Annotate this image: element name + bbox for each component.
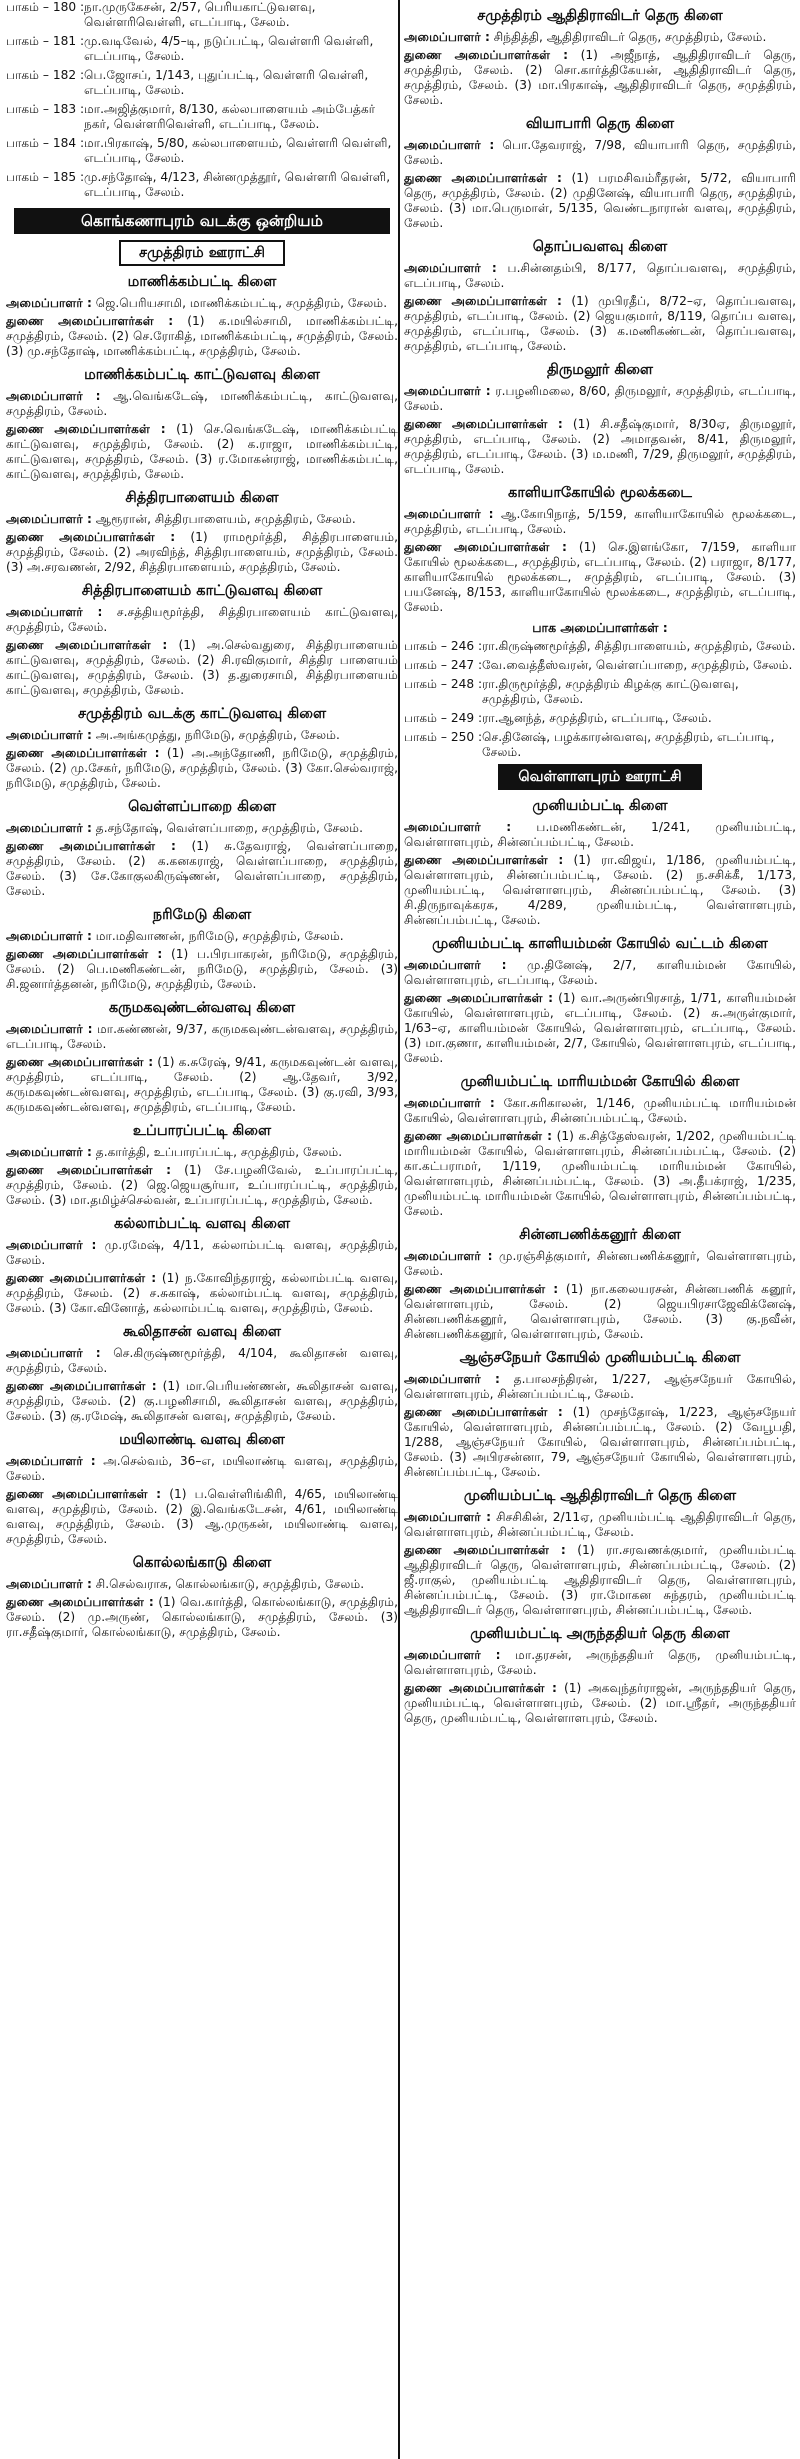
deputy-label: துணை அமைப்பாளர்கள் : <box>6 839 176 853</box>
branch-title: கூலிதாசன் வளவு கிளை <box>122 1324 282 1340</box>
deputy-names: (1) ப.பிரபாகரன், நரிமேடு, சமுத்திரம், சேலம். (2) பெ.மணிகண்டன், நரிமேடு, சமுத்திரம், சேலம். (3) சி.ஜனார்த்தனன், நரிமேடு, சமுத்திரம், சேலம். <box>6 947 398 991</box>
organiser-name: மா.கண்ணன், 9/37, கருமகவுண்டன்வளவு, சமுத்திரம், எடப்பாடி, சேலம். <box>6 1022 398 1051</box>
branch-block <box>404 1625 796 1726</box>
booth-entry <box>6 34 398 64</box>
organiser-label: அமைப்பாளர் : <box>6 929 92 943</box>
organiser-entry <box>6 296 398 311</box>
deputy-names: (1) வா.அருண்பிரசாத், 1/71, காளியம்மன் கோயில், வெள்ளாளபுரம், எடப்பாடி, சேலம். (2) சு.அருள்குமார், 1/63–ஏ, காளியம்மன் கோயில், வெள்ளாளபுரம், எடப்பாடி, சேலம். (3) மா.குணா, காளியம்மன், 2/7, கோயில், வெள்ளாளபுரம், எடப்பாடி, சேலம். <box>404 991 796 1065</box>
deputy-names: (1) ராமமூர்த்தி, சித்திரபாளையம், சமுத்திரம், சேலம். (2) அரவிந்த், சித்திரபாளையம், சமுத்திரம், சேலம். (3) அ.சரவணன், 2/92, சித்திரபாளையம், சமுத்திரம், சேலம். <box>6 530 398 574</box>
branch-title: தொப்பவளவு கிளை <box>532 239 668 255</box>
branch-title: வியாபாரி தெரு கிளை <box>525 116 675 132</box>
deputy-names: (1) செ.இளங்கோ, 7/159, காளியா கோயில் மூலக்கடை, சமுத்திரம், எடப்பாடி, சேலம். (2) பராஜா, 8/177, காளியாகோயில் மூலக்கடை, சமுத்திரம், எடப்பாடி, சேலம். (3) பயனேஷ், 8/153, காளியாகோயில் மூலக்கடை, சமுத்திரம், எடப்பாடி, சேலம். <box>404 540 796 614</box>
organiser-name: த.சந்தோஷ், வெள்ளப்பாறை, சமுத்திரம், சேலம். <box>95 821 363 835</box>
deputy-label: துணை அமைப்பாளர்கள் : <box>404 294 562 308</box>
branch-title: வெள்ளப்பாறை கிளை <box>128 799 276 815</box>
organiser-name: சி.செல்வராசு, கொல்லங்காடு, சமுத்திரம், சேலம். <box>95 1577 365 1591</box>
organiser-label: அமைப்பாளர் : <box>6 605 103 619</box>
deputy-names: (1) அ.செல்வதுரை, சித்திரபாளையம் காட்டுவளவு, சமுத்திரம், சேலம். (2) சி.ரவிகுமார், சித்திர பாளையம் காட்டுவளவு, சமுத்திரம், சேலம். (3) த.துரைசாமி, சித்திரபாளையம் காட்டுவளவு, சமுத்திரம், சேலம். <box>6 638 398 697</box>
booth-entry <box>404 677 796 707</box>
branch-block <box>404 238 796 354</box>
organiser-label: அமைப்பாளர் : <box>6 512 92 526</box>
organiser-label: அமைப்பாளர் : <box>404 1096 495 1110</box>
panchayat-tag <box>6 240 398 266</box>
branch-block <box>6 489 398 575</box>
deputy-names: (1) அ.அந்தோணி, நரிமேடு, சமுத்திரம், சேலம். (2) மு.சேகர், நரிமேடு, சமுத்திரம், சேலம். (3) கோ.செல்வராஜ், நரிமேடு, சமுத்திரம், சேலம். <box>6 746 398 790</box>
deputy-label: துணை அமைப்பாளர்கள் : <box>404 171 562 185</box>
panchayat2-tag <box>404 764 796 790</box>
booth-organiser: நா.முருகேசன், 2/57, பெரியகாட்டுவளவு, வெள்ளரிவெள்ளி, எடப்பாடி, சேலம். <box>84 0 316 29</box>
organiser-name: ப.மணிகண்டன், 1/241, முனியம்பட்டி, வெள்ளாளபுரம், சின்னப்பம்பட்டி, சேலம். <box>404 820 796 849</box>
right-branch-list-a <box>404 7 796 615</box>
branch-title: முனியம்பட்டி ஆதிதிராவிடர் தெரு கிளை <box>463 1488 737 1504</box>
deputy-label: துணை அமைப்பாளர்கள் : <box>6 947 163 961</box>
deputy-label: துணை அமைப்பாளர்கள் : <box>6 1379 157 1393</box>
booth-number: பாகம் – 185 : <box>6 170 85 184</box>
deputy-names: (1) அகவுந்தர்ராஜன், அருந்ததியர் தெரு, முனியம்பட்டி, வெள்ளாளபுரம், சேலம். (2) மா.ஸ்ரீதர், அருந்ததியர் தெரு, முனியம்பட்டி, வெள்ளாளபுரம், சேலம். <box>404 1681 796 1725</box>
booth-entry <box>6 68 398 98</box>
deputy-entry <box>6 746 398 791</box>
branch-title: சித்திரபாளையம் காட்டுவளவு கிளை <box>81 583 323 599</box>
organiser-label: அமைப்பாளர் : <box>404 1648 501 1662</box>
deputy-entry <box>6 947 398 992</box>
branch-title: கொல்லங்காடு கிளை <box>132 1555 272 1571</box>
deputy-names: (1) மா.பெரியண்ணன், கூலிதாசன் வளவு, சமுத்திரம், சேலம். (2) கு.பழனிசாமி, கூலிதாசன் வளவு, சமுத்திரம், சேலம். (3) கு.ரமேஷ், கூலிதாசன் வளவு, சமுத்திரம், சேலம். <box>6 1379 398 1423</box>
branch-block <box>6 582 398 698</box>
branch-block <box>404 115 796 231</box>
organiser-entry <box>404 1510 796 1540</box>
right-branch-list-b <box>404 797 796 1726</box>
deputy-label: துணை அமைப்பாளர்கள் : <box>404 48 568 62</box>
branch-block <box>6 1554 398 1640</box>
deputy-label: துணை அமைப்பாளர்கள் : <box>6 746 160 760</box>
booth-entry <box>404 711 796 726</box>
deputy-names: (1) முசந்தோஷ், 1/223, ஆஞ்சநேயர் கோயில், வெள்ளாளபுரம், சின்னப்பம்பட்டி, சேலம். (2) வேபூபதி, 1/288, ஆஞ்சநேயர் கோயில், வெள்ளாளபுரம், சின்னப்பம்பட்டி, சேலம். (3) அபிரசன்னா, 79, ஆஞ்சநேயர் கோயில், வெள்ளாளபுரம், சின்னப்பம்பட்டி, சேலம். <box>404 1405 796 1479</box>
organiser-name: ச.சத்தியமூர்த்தி, சித்திரபாளையம் காட்டுவளவு, சமுத்திரம், சேலம். <box>6 605 398 634</box>
deputy-label: துணை அமைப்பாளர்கள் : <box>6 1271 157 1285</box>
deputy-entry <box>404 540 796 615</box>
deputy-label: துணை அமைப்பாளர்கள் : <box>6 1595 154 1609</box>
deputy-entry <box>404 853 796 928</box>
deputy-entry <box>404 294 796 354</box>
branch-title: முனியம்பட்டி கிளை <box>532 798 668 814</box>
organiser-label: அமைப்பாளர் : <box>404 958 507 972</box>
organiser-entry <box>404 138 796 168</box>
deputy-entry <box>6 638 398 698</box>
organiser-name: அ.அங்கமுத்து, நரிமேடு, சமுத்திரம், சேலம். <box>95 728 340 742</box>
organiser-label: அமைப்பாளர் : <box>404 1510 492 1524</box>
deputy-entry <box>6 1271 398 1316</box>
organiser-label: அமைப்பாளர் : <box>404 30 490 44</box>
branch-title: முனியம்பட்டி காளியம்மன் கோயில் வட்டம் கிளை <box>432 936 768 952</box>
deputy-label: துணை அமைப்பாளர்கள் : <box>6 638 168 652</box>
organiser-label: அமைப்பாளர் : <box>404 1372 500 1386</box>
branch-title: சின்னபணிக்கனூர் கிளை <box>519 1227 681 1243</box>
booth-organiser: மா.அஜித்குமார், 8/130, கல்லபாளையம் அம்பேத்கர் நகர், வெள்ளரிவெள்ளி, எடப்பாடி, சேலம். <box>84 102 376 131</box>
organiser-name: மு.ரமேஷ், 4/11, கல்லாம்பட்டி வளவு, சமுத்திரம், சேலம். <box>6 1238 398 1267</box>
deputy-label: துணை அமைப்பாளர்கள் : <box>6 1487 162 1501</box>
panchayat-label: சமுத்திரம் ஊராட்சி <box>119 240 285 266</box>
branch-title: ஆஞ்சநேயர் கோயில் முனியம்பட்டி கிளை <box>459 1350 741 1366</box>
organiser-name: ஆரூரான், சித்திரபாளையம், சமுத்திரம், சேலம். <box>95 512 356 526</box>
deputy-names: (1) ரா.சரவணக்குமார், முனியம்பட்டி ஆதிதிராவிடர் தெரு, வெள்ளாளபுரம், சின்னப்பம்பட்டி, சேலம். (2) ஜீ.ராகுல், முனியம்பட்டி ஆதிதிராவிடர் தெரு, வெள்ளாளபுரம், சின்னப்பம்பட்டி, சேலம். (3) ரா.மோகன சுந்தரம், முனியம்பட்டி ஆதிதிராவிடர் தெரு, வெள்ளாளபுரம், சின்னப்பம்பட்டி, சேலம். <box>404 1543 796 1617</box>
organiser-name: ர.பழனிமலை, 8/60, திருமலூர், சமுத்திரம், எடப்பாடி, சேலம். <box>404 384 796 413</box>
deputy-entry <box>6 1487 398 1547</box>
organiser-name: சிந்தித்தி, ஆதிதிராவிடர் தெரு, சமுத்திரம், சேலம். <box>493 30 767 44</box>
deputy-entry <box>6 1595 398 1640</box>
deputy-entry <box>404 1543 796 1618</box>
booth-entry <box>6 0 398 30</box>
branch-block <box>6 798 398 899</box>
left-column <box>6 0 398 1643</box>
organiser-name: ப.சின்னதம்பி, 8/177, தொப்பவளவு, சமுத்திரம், எடப்பாடி, சேலம். <box>404 261 796 290</box>
organiser-name: மு.ரஞ்சித்குமார், சின்னபணிக்கனூர், வெள்ளாளபுரம், சேலம். <box>404 1249 796 1278</box>
organiser-label: அமைப்பாளர் : <box>6 1454 96 1468</box>
organiser-label: அமைப்பாளர் : <box>6 389 101 403</box>
booth-organiser: மா.பிரகாஷ், 5/80, கல்லபாளையம், வெள்ளரி வெள்ளி, எடப்பாடி, சேலம். <box>84 136 392 165</box>
organiser-label: அமைப்பாளர் : <box>404 261 497 275</box>
organiser-entry <box>404 30 796 45</box>
organiser-label: அமைப்பாளர் : <box>404 1249 493 1263</box>
deputy-label: துணை அமைப்பாளர்கள் : <box>6 422 166 436</box>
branch-block <box>6 705 398 791</box>
deputy-entry <box>404 1282 796 1342</box>
booth-number: பாகம் – 181 : <box>6 34 85 48</box>
branch-title: மாணிக்கம்பட்டி கிளை <box>127 274 277 290</box>
organiser-entry <box>404 1096 796 1126</box>
organiser-name: செ.கிருஷ்ணமூர்த்தி, 4/104, கூலிதாசன் வளவு, சமுத்திரம், சேலம். <box>6 1346 398 1375</box>
booth-organiser: மு.சந்தோஷ், 4/123, சின்னமுத்தூர், வெள்ளரி வெள்ளி, எடப்பாடி, சேலம். <box>84 170 391 199</box>
organiser-entry <box>6 512 398 527</box>
deputy-label: துணை அமைப்பாளர்கள் : <box>404 853 564 867</box>
branch-block <box>404 7 796 108</box>
deputy-entry <box>404 1405 796 1480</box>
organiser-name: த.பாலசந்திரன், 1/227, ஆஞ்சநேயர் கோயில், வெள்ளாளபுரம், சின்னப்பம்பட்டி, சேலம். <box>404 1372 796 1401</box>
organiser-label: அமைப்பாளர் : <box>6 1346 101 1360</box>
deputy-entry <box>404 1129 796 1219</box>
organiser-entry <box>404 958 796 988</box>
organiser-entry <box>6 389 398 419</box>
organiser-name: ஆ.கோபிநாத், 5/159, காளியாகோயில் மூலக்கடை, சமுத்திரம், எடப்பாடி, சேலம். <box>404 507 796 536</box>
branch-block <box>404 935 796 1066</box>
organiser-label: அமைப்பாளர் : <box>404 138 495 152</box>
deputy-names: (1) சி.சதீஷ்குமார், 8/30ஏ, திருமலூர், சமுத்திரம், எடப்பாடி, சேலம். (2) அமாதவன், 8/41, திருமலூர், சமுத்திரம், எடப்பாடி, சேலம். (3) ம.மணி, 7/29, திருமலூர், சமுத்திரம், எடப்பாடி, சேலம். <box>404 417 796 476</box>
organiser-entry <box>404 820 796 850</box>
booth-number: பாகம் – 250 : <box>404 730 483 744</box>
organiser-label: அமைப்பாளர் : <box>6 821 92 835</box>
organiser-label: அமைப்பாளர் : <box>6 1022 93 1036</box>
deputy-entry <box>6 422 398 482</box>
branch-block <box>404 484 796 615</box>
deputy-entry <box>404 48 796 108</box>
organiser-label: அமைப்பாளர் : <box>404 820 512 834</box>
organiser-name: சிசசிகின், 2/11ஏ, முனியம்பட்டி ஆதிதிராவிடர் தெரு, வெள்ளாளபுரம், சின்னப்பம்பட்டி, சேலம். <box>404 1510 796 1539</box>
booth-list-right <box>404 639 796 760</box>
organiser-entry <box>6 728 398 743</box>
branch-block <box>6 999 398 1115</box>
branch-block <box>6 366 398 482</box>
deputy-entry <box>404 991 796 1066</box>
organiser-label: அமைப்பாளர் : <box>404 384 491 398</box>
branch-title: நரிமேடு கிளை <box>152 907 252 923</box>
deputy-names: (1) ப.வெள்ளிங்கிரி, 4/65, மயிலாண்டி வளவு, சமுத்திரம், சேலம். (2) இ.வெங்கடேசன், 4/61, மயிலாண்டி வளவு, சமுத்திரம், சேலம். (3) ஆ.முருகன், மயிலாண்டி வளவு, சமுத்திரம், சேலம். <box>6 1487 398 1546</box>
branch-title: திருமலூர் கிளை <box>546 362 654 378</box>
deputy-names: (1) பரமசிவம்ரீதரன், 5/72, வியாபாரி தெரு, சமுத்திரம், சேலம். (2) முதினேஷ், வியாபாரி தெரு, சமுத்திரம், சேலம். (3) மா.பெருமாள், 5/135, வெண்டநாரான் வளவு, சமுத்திரம், சேலம். <box>404 171 796 230</box>
booth-entry <box>404 639 796 654</box>
organiser-label: அமைப்பாளர் : <box>404 507 494 521</box>
branch-block <box>404 797 796 928</box>
branch-block <box>6 906 398 992</box>
organiser-entry <box>6 821 398 836</box>
booth-organiser: ரா.கிருஷ்ணமூர்த்தி, சித்திரபாளையம், சமுத்திரம், சேலம். <box>482 639 796 653</box>
organiser-entry <box>6 1346 398 1376</box>
branch-block <box>404 1487 796 1618</box>
branch-block <box>404 1073 796 1219</box>
booth-entry <box>404 730 796 760</box>
left-branch-list <box>6 273 398 1640</box>
organiser-label: அமைப்பாளர் : <box>6 296 92 310</box>
deputy-label: துணை அமைப்பாளர்கள் : <box>6 530 176 544</box>
booth-number: பாகம் – 247 : <box>404 658 483 672</box>
booth-organiser: மு.வடிவேல், 4/5–டி, நடுப்பட்டி, வெள்ளரி வெள்ளி, எடப்பாடி, சேலம். <box>84 34 374 63</box>
booth-organiser: பெ.ஜோசப், 1/143, புதுப்பட்டி, வெள்ளரி வெள்ளி, எடப்பாடி, சேலம். <box>84 68 369 97</box>
deputy-names: (1) அஜீநாத், ஆதிதிராவிடர் தெரு, சமுத்திரம், சேலம். (2) சொ.கார்த்திகேயன், ஆதிதிராவிடர் தெரு, சமுத்திரம், சேலம். (3) மா.பிரகாஷ், ஆதிதிராவிடர் தெரு, சமுத்திரம், சேலம். <box>404 48 796 107</box>
deputy-entry <box>6 1379 398 1424</box>
booth-number: பாகம் – 246 : <box>404 639 483 653</box>
booth-heading: பாக அமைப்பாளர்கள் : <box>532 620 668 635</box>
branch-title: மயிலாண்டி வளவு கிளை <box>119 1432 285 1448</box>
deputy-entry <box>404 171 796 231</box>
branch-block <box>6 1323 398 1424</box>
booth-entry <box>6 136 398 166</box>
booth-number: பாகம் – 248 : <box>404 677 483 691</box>
deputy-label: துணை அமைப்பாளர்கள் : <box>404 1282 559 1296</box>
organiser-label: அமைப்பாளர் : <box>6 1145 92 1159</box>
booth-organiser: ரா.ஆனந்த், சமுத்திரம், எடப்பாடி, சேலம். <box>482 711 712 725</box>
branch-title: மாணிக்கம்பட்டி காட்டுவளவு கிளை <box>84 367 320 383</box>
right-column <box>404 0 796 1729</box>
deputy-label: துணை அமைப்பாளர்கள் : <box>404 1681 557 1695</box>
branch-title: கருமகவுண்டன்வளவு கிளை <box>108 1000 296 1016</box>
organiser-entry <box>6 1145 398 1160</box>
deputy-label: துணை அமைப்பாளர்கள் : <box>404 1405 563 1419</box>
branch-title: சமுத்திரம் ஆதிதிராவிடர் தெரு கிளை <box>477 8 723 24</box>
booth-list-top <box>6 0 398 200</box>
organiser-entry <box>404 1249 796 1279</box>
organiser-name: மா.தரசன், அருந்ததியர் தெரு, முனியம்பட்டி, வெள்ளாளபுரம், சேலம். <box>404 1648 796 1677</box>
booth-number: பாகம் – 183 : <box>6 102 85 116</box>
branch-block <box>404 361 796 477</box>
branch-block <box>404 1226 796 1342</box>
organiser-entry <box>404 1648 796 1678</box>
booth-organiser: செ.தினேஷ், பழக்காரன்வளவு, சமுத்திரம், எடப்பாடி, சேலம். <box>482 730 775 759</box>
deputy-names: (1) சு.தேவராஜ், வெள்ளப்பாறை, சமுத்திரம், சேலம். (2) க.கனகராஜ், வெள்ளப்பாறை, சமுத்திரம், சேலம். (3) சே.கோகுலகிருஷ்ணன், வெள்ளப்பாறை, சமுத்திரம், சேலம். <box>6 839 398 898</box>
branch-title: கல்லாம்பட்டி வளவு கிளை <box>113 1216 291 1232</box>
deputy-label: துணை அமைப்பாளர்கள் : <box>404 540 567 554</box>
branch-title: காளியாகோயில் மூலக்கடை <box>508 485 692 501</box>
union-heading: கொங்கணாபுரம் வடக்கு ஒன்றியம் <box>14 208 390 234</box>
branch-title: முனியம்பட்டி அருந்ததியர் தெரு கிளை <box>470 1626 730 1642</box>
booth-number: பாகம் – 180 : <box>6 0 85 14</box>
booth-entry <box>6 102 398 132</box>
branch-block <box>6 1122 398 1208</box>
deputy-label: துணை அமைப்பாளர்கள் : <box>6 1055 154 1069</box>
deputy-entry <box>6 1055 398 1115</box>
organiser-name: த.கார்த்தி, உப்பாரப்பட்டி, சமுத்திரம், சேலம். <box>95 1145 343 1159</box>
deputy-entry <box>6 530 398 575</box>
organiser-name: அ.செல்வம், 36–எ, மயிலாண்டி வளவு, சமுத்திரம், சேலம். <box>6 1454 398 1483</box>
organiser-name: மு.தினேஷ், 2/7, காளியம்மன் கோயில், வெள்ளாளபுரம், எடப்பாடி, சேலம். <box>404 958 796 987</box>
panchayat2-label: வெள்ளாளபுரம் ஊராட்சி <box>498 764 701 790</box>
booth-number: பாகம் – 184 : <box>6 136 85 150</box>
organiser-entry <box>6 1238 398 1268</box>
organiser-name: மா.மதிவாணன், நரிமேடு, சமுத்திரம், சேலம். <box>95 929 344 943</box>
branch-title: சமுத்திரம் வடக்கு காட்டுவளவு கிளை <box>77 706 327 722</box>
branch-title: சித்திரபாளையம் கிளை <box>125 490 279 506</box>
deputy-label: துணை அமைப்பாளர்கள் : <box>404 1129 552 1143</box>
organiser-entry <box>404 261 796 291</box>
deputy-label: துணை அமைப்பாளர்கள் : <box>404 1543 566 1557</box>
booth-entry <box>6 170 398 200</box>
deputy-label: துணை அமைப்பாளர்கள் : <box>6 1163 172 1177</box>
organiser-entry <box>6 929 398 944</box>
deputy-names: (1) ரா.விஜய், 1/186, முனியம்பட்டி, வெள்ளாளபுரம், சின்னப்பம்பட்டி, சேலம். (2) ந.சசிக்கீ, 1/173, முனியம்பட்டி, வெள்ளாளபுரம், சின்னப்பம்பட்டி, சேலம். (3) சி.திருநாவுக்கரசு, 4/289, முனியம்பட்டி, வெள்ளாளபுரம், சின்னப்பம்பட்டி, சேலம். <box>404 853 796 927</box>
branch-block <box>6 1215 398 1316</box>
booth-organiser: ரா.திருமூர்த்தி, சமுத்திரம் கிழக்கு காட்டுவளவு, சமுத்திரம், சேலம். <box>482 677 739 706</box>
deputy-names: (1) க.மயில்சாமி, மாணிக்கம்பட்டி, சமுத்திரம், சேலம். (2) செ.ரோகித், மாணிக்கம்பட்டி, சமுத்திரம், சேலம். (3) மு.சந்தோஷ், மாணிக்கம்பட்டி, சமுத்திரம், சேலம். <box>6 314 398 358</box>
deputy-names: (1) வெ.கார்த்தி, கொல்லங்காடு, சமுத்திரம், சேலம். (2) மு.அருண், கொல்லங்காடு, சமுத்திரம், சேலம். (3) ரா.சதீஷ்குமார், கொல்லங்காடு, சமுத்திரம், சேலம். <box>6 1595 398 1639</box>
organiser-entry <box>6 1454 398 1484</box>
organiser-label: அமைப்பாளர் : <box>6 728 92 742</box>
organiser-name: ஆ.வெங்கடேஷ், மாணிக்கம்பட்டி, காட்டுவளவு, சமுத்திரம், சேலம். <box>6 389 398 418</box>
branch-title: முனியம்பட்டி மாரியம்மன் கோயில் கிளை <box>460 1074 740 1090</box>
branch-title: உப்பாரப்பட்டி கிளை <box>132 1123 272 1139</box>
organiser-entry <box>404 1372 796 1402</box>
branch-block <box>6 1431 398 1547</box>
deputy-entry <box>6 839 398 899</box>
deputy-names: (1) சே.பழனிவேல், உப்பாரப்பட்டி, சமுத்திரம், சேலம். (2) ஜெ.ஜெயசூர்யா, உப்பாரப்பட்டி, சமுத்திரம், சேலம். (3) மா.தமிழ்ச்செல்வன், உப்பாரப்பட்டி, சமுத்திரம், சேலம். <box>6 1163 398 1207</box>
deputy-entry <box>6 314 398 359</box>
deputy-names: (1) நா.கலையரசன், சின்னபணிக் கனூர், வெள்ளாளபுரம், சேலம். (2) ஜெயபிரசாஜேவிக்னேஷ், சின்னபணிக்கனூர், வெள்ளாளபுரம், சேலம். (3) கு.நவீன், சின்னபணிக்கனூர், வெள்ளாளபுரம், சேலம். <box>404 1282 796 1341</box>
deputy-names: (1) செ.வெங்கடேஷ், மாணிக்கம்பட்டி காட்டுவளவு, சமுத்திரம், சேலம். (2) க.ராஜா, மாணிக்கம்பட்டி, காட்டுவளவு, சமுத்திரம், சேலம். (3) ர.மோகன்ராஜ், மாணிக்கம்பட்டி, காட்டுவளவு, சமுத்திரம், சேலம். <box>6 422 398 481</box>
branch-block <box>404 1349 796 1480</box>
organiser-name: கோ.சுரிகாலன், 1/146, முனியம்பட்டி மாரியம்மன் கோயில், வெள்ளாளபுரம், சின்னப்பம்பட்டி, சேலம். <box>404 1096 796 1125</box>
deputy-label: துணை அமைப்பாளர்கள் : <box>404 417 563 431</box>
deputy-label: துணை அமைப்பாளர்கள் : <box>404 991 553 1005</box>
organiser-entry <box>404 507 796 537</box>
organiser-entry <box>404 384 796 414</box>
booth-entry <box>404 658 796 673</box>
organiser-entry <box>6 605 398 635</box>
booth-organiser: வே.வைத்தீஸ்வரன், வெள்ளப்பாறை, சமுத்திரம், சேலம். <box>482 658 793 672</box>
deputy-names: (1) க.சித்தேஸ்வரன், 1/202, முனியம்பட்டி மாரியம்மன் கோயில், வெள்ளாளபுரம், சின்னப்பம்பட்டி, சேலம். (2) கா.கட்பராமர், 1/119, முனியம்பட்டி மாரியம்மன் கோயில், வெள்ளாளபுரம், சின்னப்பம்பட்டி, சேலம். (3) அ.தீபக்ராஜ், 1/235, முனியம்பட்டி மாரியம்மன் கோயில், வெள்ளாளபுரம், சின்னப்பம்பட்டி, சேலம். <box>404 1129 796 1218</box>
deputy-names: (1) ந.கோவிந்தராஜ், கல்லாம்பட்டி வளவு, சமுத்திரம், சேலம். (2) ச.சுகாஷ், கல்லாம்பட்டி வளவு, சமுத்திரம், சேலம். (3) கோ.வினோத், கல்லாம்பட்டி வளவு, சமுத்திரம், சேலம். <box>6 1271 398 1315</box>
deputy-label: துணை அமைப்பாளர்கள் : <box>6 314 174 328</box>
column-divider <box>398 0 400 2459</box>
booth-number: பாகம் – 182 : <box>6 68 85 82</box>
deputy-entry <box>404 417 796 477</box>
organiser-label: அமைப்பாளர் : <box>6 1238 97 1252</box>
organiser-name: பொ.தேவராஜ், 7/98, வியாபாரி தெரு, சமுத்திரம், சேலம். <box>404 138 796 167</box>
branch-block <box>6 273 398 359</box>
organiser-entry <box>6 1577 398 1592</box>
deputy-names: (1) க.சுரேஷ், 9/41, கருமகவுண்டன் வளவு, சமுத்திரம், எடப்பாடி, சேலம். (2) ஆ.தேவர், 3/92, கருமகவுண்டன்வளவு, சமுத்திரம், எடப்பாடி, சேலம். (3) கு.ரவி, 3/93, கருமகவுண்டன்வளவு, சமுத்திரம், எடப்பாடி, சேலம். <box>6 1055 398 1114</box>
deputy-entry <box>6 1163 398 1208</box>
organiser-label: அமைப்பாளர் : <box>6 1577 92 1591</box>
deputy-names: (1) முபிரதீப், 8/72–ஏ, தொப்பவளவு, சமுத்திரம், எடப்பாடி, சேலம். (2) ஜெயகுமார், 8/119, தொப்ப வளவு, சமுத்திரம், எடப்பாடி, சேலம். (3) க.மணிகண்டன், தொப்பவளவு, சமுத்திரம், எடப்பாடி, சேலம். <box>404 294 796 353</box>
organiser-name: ஜெ.பெரியசாமி, மாணிக்கம்பட்டி, சமுத்திரம், சேலம். <box>95 296 388 310</box>
organiser-entry <box>6 1022 398 1052</box>
deputy-entry <box>404 1681 796 1726</box>
booth-number: பாகம் – 249 : <box>404 711 483 725</box>
